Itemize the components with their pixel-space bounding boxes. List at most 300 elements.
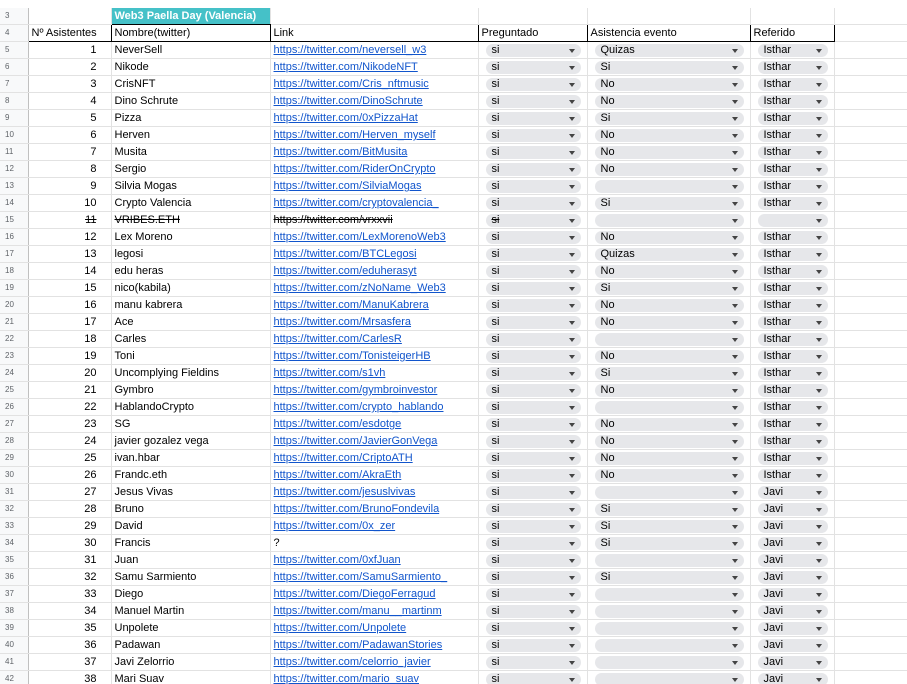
attendee-name-cell[interactable] (111, 127, 270, 144)
attendee-name-cell[interactable] (111, 212, 270, 229)
referred-dropdown[interactable] (758, 146, 828, 159)
attendee-name-cell[interactable] (111, 280, 270, 297)
asked-cell[interactable] (478, 263, 587, 280)
cell[interactable] (270, 8, 478, 25)
asked-dropdown[interactable] (486, 605, 581, 618)
dropdown-arrow-icon[interactable] (816, 168, 822, 172)
dropdown-arrow-icon[interactable] (569, 185, 575, 189)
header-name[interactable]: Nombre(twitter) (111, 25, 270, 42)
asked-dropdown[interactable] (486, 639, 581, 652)
referred-dropdown[interactable] (758, 265, 828, 278)
asked-dropdown[interactable] (486, 214, 581, 227)
twitter-link[interactable]: https://twitter.com/CriptoATH (273, 452, 413, 464)
cell[interactable] (834, 195, 907, 212)
dropdown-arrow-icon[interactable] (569, 440, 575, 444)
twitter-link-cell[interactable] (270, 178, 478, 195)
twitter-link-cell[interactable] (270, 246, 478, 263)
twitter-link-cell[interactable] (270, 331, 478, 348)
dropdown-arrow-icon[interactable] (732, 474, 738, 478)
cell[interactable] (834, 314, 907, 331)
twitter-link[interactable]: https://twitter.com/s1vh (273, 367, 386, 379)
attendee-number-cell[interactable] (28, 144, 111, 161)
twitter-link[interactable]: https://twitter.com/Mrsasfera (273, 316, 412, 328)
twitter-link-cell[interactable] (270, 195, 478, 212)
attendee-number-cell[interactable] (28, 484, 111, 501)
asked-cell[interactable] (478, 229, 587, 246)
cell[interactable] (834, 467, 907, 484)
twitter-link-cell[interactable] (270, 42, 478, 59)
cell[interactable] (834, 518, 907, 535)
referred-cell[interactable] (750, 399, 834, 416)
dropdown-arrow-icon[interactable] (569, 576, 575, 580)
cell[interactable] (834, 535, 907, 552)
referred-dropdown[interactable] (758, 554, 828, 567)
dropdown-arrow-icon[interactable] (569, 287, 575, 291)
dropdown-arrow-icon[interactable] (732, 355, 738, 359)
asked-dropdown[interactable] (486, 248, 581, 261)
attendee-name-cell[interactable] (111, 484, 270, 501)
twitter-link[interactable]: https://twitter.com/JavierGonVega (273, 435, 438, 447)
dropdown-arrow-icon[interactable] (732, 525, 738, 529)
twitter-link-cell[interactable] (270, 518, 478, 535)
attendance-dropdown[interactable] (595, 129, 744, 142)
attendance-dropdown[interactable] (595, 231, 744, 244)
asked-dropdown[interactable] (486, 452, 581, 465)
dropdown-arrow-icon[interactable] (816, 83, 822, 87)
asked-dropdown[interactable] (486, 401, 581, 414)
twitter-link[interactable]: https://twitter.com/neversell_w3 (273, 44, 427, 56)
asked-cell[interactable] (478, 42, 587, 59)
asked-dropdown[interactable] (486, 435, 581, 448)
referred-dropdown[interactable] (758, 588, 828, 601)
attendee-name-cell[interactable] (111, 195, 270, 212)
asked-cell[interactable] (478, 569, 587, 586)
row-number[interactable]: 17 (0, 246, 28, 263)
twitter-link-cell[interactable] (270, 450, 478, 467)
attendee-number-cell[interactable] (28, 552, 111, 569)
twitter-link[interactable]: https://twitter.com/0xfJuan (273, 554, 401, 566)
referred-dropdown[interactable] (758, 503, 828, 516)
twitter-link-cell[interactable] (270, 569, 478, 586)
dropdown-arrow-icon[interactable] (732, 593, 738, 597)
cell[interactable] (834, 552, 907, 569)
dropdown-arrow-icon[interactable] (732, 202, 738, 206)
attendee-number-cell[interactable] (28, 212, 111, 229)
attendee-name-cell[interactable] (111, 59, 270, 76)
dropdown-arrow-icon[interactable] (732, 270, 738, 274)
asked-dropdown[interactable] (486, 588, 581, 601)
row-number[interactable]: 11 (0, 144, 28, 161)
attendance-cell[interactable] (587, 127, 750, 144)
attendee-number-cell[interactable] (28, 42, 111, 59)
cell[interactable] (834, 212, 907, 229)
attendee-number-cell[interactable] (28, 314, 111, 331)
asked-dropdown[interactable] (486, 418, 581, 431)
dropdown-arrow-icon[interactable] (732, 338, 738, 342)
asked-dropdown[interactable] (486, 282, 581, 295)
asked-dropdown[interactable] (486, 129, 581, 142)
dropdown-arrow-icon[interactable] (732, 627, 738, 631)
twitter-link-cell[interactable] (270, 535, 478, 552)
row-number[interactable]: 15 (0, 212, 28, 229)
dropdown-arrow-icon[interactable] (816, 661, 822, 665)
header-num[interactable]: Nº Asistentes (28, 25, 111, 42)
attendance-cell[interactable] (587, 59, 750, 76)
asked-cell[interactable] (478, 552, 587, 569)
attendance-cell[interactable] (587, 263, 750, 280)
referred-cell[interactable] (750, 637, 834, 654)
attendee-name-cell[interactable] (111, 331, 270, 348)
dropdown-arrow-icon[interactable] (816, 593, 822, 597)
attendee-name-cell[interactable] (111, 42, 270, 59)
header-attendance[interactable]: Asistencia evento (587, 25, 750, 42)
dropdown-arrow-icon[interactable] (569, 525, 575, 529)
dropdown-arrow-icon[interactable] (569, 321, 575, 325)
attendance-cell[interactable] (587, 382, 750, 399)
twitter-link[interactable]: https://twitter.com/SilviaMogas (273, 180, 422, 192)
asked-cell[interactable] (478, 654, 587, 671)
row-number[interactable]: 41 (0, 654, 28, 671)
referred-dropdown[interactable] (758, 333, 828, 346)
row-number[interactable]: 27 (0, 416, 28, 433)
dropdown-arrow-icon[interactable] (816, 610, 822, 614)
dropdown-arrow-icon[interactable] (816, 151, 822, 155)
attendance-cell[interactable] (587, 467, 750, 484)
dropdown-arrow-icon[interactable] (816, 185, 822, 189)
asked-dropdown[interactable] (486, 673, 581, 684)
attendee-name-cell[interactable] (111, 637, 270, 654)
dropdown-arrow-icon[interactable] (816, 508, 822, 512)
dropdown-arrow-icon[interactable] (816, 678, 822, 682)
sheet-title[interactable]: Web3 Paella Day (Valencia) (111, 8, 270, 25)
referred-cell[interactable] (750, 467, 834, 484)
attendance-dropdown[interactable] (595, 520, 744, 533)
attendee-name-cell[interactable] (111, 450, 270, 467)
twitter-link[interactable]: https://twitter.com/manu__martinm (273, 605, 442, 617)
twitter-link[interactable]: https://twitter.com/LexMorenoWeb3 (273, 231, 446, 243)
twitter-link-cell[interactable] (270, 348, 478, 365)
dropdown-arrow-icon[interactable] (569, 559, 575, 563)
attendance-cell[interactable] (587, 110, 750, 127)
asked-dropdown[interactable] (486, 571, 581, 584)
asked-dropdown[interactable] (486, 265, 581, 278)
attendance-cell[interactable] (587, 501, 750, 518)
dropdown-arrow-icon[interactable] (732, 168, 738, 172)
attendance-cell[interactable] (587, 433, 750, 450)
twitter-link[interactable]: https://twitter.com/vrxxvii (273, 214, 393, 226)
row-number[interactable]: 16 (0, 229, 28, 246)
attendee-number-cell[interactable] (28, 399, 111, 416)
cell[interactable] (834, 450, 907, 467)
dropdown-arrow-icon[interactable] (732, 559, 738, 563)
cell[interactable] (478, 8, 587, 25)
asked-cell[interactable] (478, 586, 587, 603)
cell[interactable] (834, 365, 907, 382)
dropdown-arrow-icon[interactable] (816, 287, 822, 291)
dropdown-arrow-icon[interactable] (732, 644, 738, 648)
attendee-number-cell[interactable] (28, 246, 111, 263)
twitter-link[interactable]: https://twitter.com/BitMusita (273, 146, 408, 158)
cell[interactable] (834, 331, 907, 348)
dropdown-arrow-icon[interactable] (732, 491, 738, 495)
asked-cell[interactable] (478, 365, 587, 382)
attendance-cell[interactable] (587, 654, 750, 671)
dropdown-arrow-icon[interactable] (732, 219, 738, 223)
twitter-link-cell[interactable] (270, 59, 478, 76)
cell[interactable] (834, 178, 907, 195)
attendance-dropdown[interactable] (595, 435, 744, 448)
attendee-name-cell[interactable] (111, 569, 270, 586)
asked-cell[interactable] (478, 399, 587, 416)
dropdown-arrow-icon[interactable] (569, 49, 575, 53)
attendee-name-cell[interactable] (111, 433, 270, 450)
attendance-dropdown[interactable] (595, 44, 744, 57)
dropdown-arrow-icon[interactable] (816, 49, 822, 53)
attendance-dropdown[interactable] (595, 622, 744, 635)
twitter-link[interactable]: https://twitter.com/crypto_hablando (273, 401, 444, 413)
row-number[interactable]: 40 (0, 637, 28, 654)
dropdown-arrow-icon[interactable] (569, 372, 575, 376)
row-number[interactable]: 6 (0, 59, 28, 76)
attendee-number-cell[interactable] (28, 127, 111, 144)
attendee-number-cell[interactable] (28, 620, 111, 637)
twitter-link[interactable]: https://twitter.com/AkraEth (273, 469, 402, 481)
row-number[interactable]: 39 (0, 620, 28, 637)
referred-cell[interactable] (750, 263, 834, 280)
dropdown-arrow-icon[interactable] (732, 542, 738, 546)
cell[interactable] (834, 399, 907, 416)
referred-cell[interactable] (750, 314, 834, 331)
dropdown-arrow-icon[interactable] (816, 627, 822, 631)
attendee-name-cell[interactable] (111, 518, 270, 535)
dropdown-arrow-icon[interactable] (816, 406, 822, 410)
twitter-link-cell[interactable] (270, 110, 478, 127)
dropdown-arrow-icon[interactable] (569, 423, 575, 427)
referred-cell[interactable] (750, 416, 834, 433)
dropdown-arrow-icon[interactable] (569, 338, 575, 342)
attendance-cell[interactable] (587, 399, 750, 416)
attendee-number-cell[interactable] (28, 416, 111, 433)
dropdown-arrow-icon[interactable] (569, 610, 575, 614)
asked-cell[interactable] (478, 450, 587, 467)
asked-cell[interactable] (478, 467, 587, 484)
attendee-number-cell[interactable] (28, 280, 111, 297)
attendance-cell[interactable] (587, 280, 750, 297)
attendee-name-cell[interactable] (111, 365, 270, 382)
attendance-dropdown[interactable] (595, 350, 744, 363)
dropdown-arrow-icon[interactable] (816, 202, 822, 206)
asked-cell[interactable] (478, 297, 587, 314)
cell[interactable] (834, 42, 907, 59)
dropdown-arrow-icon[interactable] (732, 287, 738, 291)
cell[interactable] (834, 59, 907, 76)
attendance-cell[interactable] (587, 484, 750, 501)
attendee-name-cell[interactable] (111, 416, 270, 433)
twitter-link-cell[interactable] (270, 161, 478, 178)
asked-cell[interactable] (478, 161, 587, 178)
attendance-cell[interactable] (587, 297, 750, 314)
cell[interactable] (834, 263, 907, 280)
attendee-number-cell[interactable] (28, 76, 111, 93)
attendee-number-cell[interactable] (28, 501, 111, 518)
attendance-dropdown[interactable] (595, 333, 744, 346)
cell[interactable] (834, 671, 907, 684)
attendance-cell[interactable] (587, 314, 750, 331)
attendance-dropdown[interactable] (595, 503, 744, 516)
attendee-name-cell[interactable] (111, 654, 270, 671)
attendance-dropdown[interactable] (595, 163, 744, 176)
asked-dropdown[interactable] (486, 95, 581, 108)
dropdown-arrow-icon[interactable] (816, 372, 822, 376)
referred-dropdown[interactable] (758, 435, 828, 448)
twitter-link-cell[interactable] (270, 382, 478, 399)
asked-cell[interactable] (478, 314, 587, 331)
attendance-dropdown[interactable] (595, 299, 744, 312)
referred-cell[interactable] (750, 161, 834, 178)
referred-cell[interactable] (750, 450, 834, 467)
twitter-link[interactable]: https://twitter.com/DinoSchrute (273, 95, 423, 107)
asked-dropdown[interactable] (486, 112, 581, 125)
twitter-link[interactable]: https://twitter.com/PadawanStories (273, 639, 443, 651)
twitter-link[interactable]: https://twitter.com/BrunoFondevila (273, 503, 440, 515)
attendance-cell[interactable] (587, 212, 750, 229)
attendee-number-cell[interactable] (28, 59, 111, 76)
header-referred[interactable]: Referido (750, 25, 834, 42)
asked-cell[interactable] (478, 331, 587, 348)
dropdown-arrow-icon[interactable] (732, 253, 738, 257)
cell[interactable] (834, 484, 907, 501)
referred-dropdown[interactable] (758, 350, 828, 363)
attendee-name-cell[interactable] (111, 467, 270, 484)
cell[interactable] (834, 127, 907, 144)
attendee-name-cell[interactable] (111, 535, 270, 552)
twitter-link-cell[interactable] (270, 212, 478, 229)
twitter-link-cell[interactable] (270, 297, 478, 314)
twitter-link-cell[interactable] (270, 76, 478, 93)
attendee-name-cell[interactable] (111, 382, 270, 399)
dropdown-arrow-icon[interactable] (569, 593, 575, 597)
attendee-number-cell[interactable] (28, 348, 111, 365)
twitter-link-cell[interactable] (270, 586, 478, 603)
asked-cell[interactable] (478, 348, 587, 365)
referred-cell[interactable] (750, 246, 834, 263)
asked-dropdown[interactable] (486, 537, 581, 550)
cell[interactable] (834, 8, 907, 25)
asked-dropdown[interactable] (486, 469, 581, 482)
dropdown-arrow-icon[interactable] (816, 134, 822, 138)
attendance-dropdown[interactable] (595, 265, 744, 278)
attendee-number-cell[interactable] (28, 331, 111, 348)
referred-cell[interactable] (750, 127, 834, 144)
twitter-link-cell[interactable] (270, 620, 478, 637)
referred-cell[interactable] (750, 331, 834, 348)
row-number[interactable]: 20 (0, 297, 28, 314)
dropdown-arrow-icon[interactable] (816, 304, 822, 308)
referred-dropdown[interactable] (758, 571, 828, 584)
referred-cell[interactable] (750, 195, 834, 212)
referred-cell[interactable] (750, 212, 834, 229)
dropdown-arrow-icon[interactable] (569, 355, 575, 359)
referred-cell[interactable] (750, 671, 834, 684)
attendee-name-cell[interactable] (111, 552, 270, 569)
asked-dropdown[interactable] (486, 163, 581, 176)
dropdown-arrow-icon[interactable] (569, 202, 575, 206)
attendance-cell[interactable] (587, 552, 750, 569)
twitter-link-cell[interactable] (270, 280, 478, 297)
asked-cell[interactable] (478, 280, 587, 297)
referred-cell[interactable] (750, 620, 834, 637)
attendee-name-cell[interactable] (111, 229, 270, 246)
attendance-dropdown[interactable] (595, 367, 744, 380)
attendee-number-cell[interactable] (28, 365, 111, 382)
dropdown-arrow-icon[interactable] (816, 423, 822, 427)
referred-cell[interactable] (750, 76, 834, 93)
referred-dropdown[interactable] (758, 231, 828, 244)
dropdown-arrow-icon[interactable] (732, 236, 738, 240)
asked-cell[interactable] (478, 195, 587, 212)
cell[interactable] (834, 620, 907, 637)
attendance-cell[interactable] (587, 93, 750, 110)
row-number[interactable]: 14 (0, 195, 28, 212)
asked-cell[interactable] (478, 76, 587, 93)
dropdown-arrow-icon[interactable] (732, 372, 738, 376)
dropdown-arrow-icon[interactable] (569, 644, 575, 648)
row-number[interactable]: 38 (0, 603, 28, 620)
twitter-link-cell[interactable] (270, 671, 478, 684)
asked-cell[interactable] (478, 59, 587, 76)
row-number[interactable]: 25 (0, 382, 28, 399)
attendance-dropdown[interactable] (595, 588, 744, 601)
referred-dropdown[interactable] (758, 401, 828, 414)
attendance-cell[interactable] (587, 178, 750, 195)
twitter-link[interactable]: https://twitter.com/eduherasyt (273, 265, 417, 277)
row-number[interactable]: 33 (0, 518, 28, 535)
attendee-name-cell[interactable] (111, 76, 270, 93)
attendee-name-cell[interactable] (111, 178, 270, 195)
asked-dropdown[interactable] (486, 554, 581, 567)
dropdown-arrow-icon[interactable] (569, 83, 575, 87)
attendee-name-cell[interactable] (111, 603, 270, 620)
cell[interactable] (834, 280, 907, 297)
referred-cell[interactable] (750, 365, 834, 382)
asked-cell[interactable] (478, 501, 587, 518)
attendance-dropdown[interactable] (595, 571, 744, 584)
dropdown-arrow-icon[interactable] (569, 627, 575, 631)
twitter-link[interactable]: https://twitter.com/NikodeNFT (273, 61, 418, 73)
cell[interactable] (834, 416, 907, 433)
asked-dropdown[interactable] (486, 384, 581, 397)
referred-dropdown[interactable] (758, 180, 828, 193)
attendance-dropdown[interactable] (595, 282, 744, 295)
attendance-dropdown[interactable] (595, 554, 744, 567)
referred-dropdown[interactable] (758, 605, 828, 618)
attendance-dropdown[interactable] (595, 639, 744, 652)
attendance-cell[interactable] (587, 620, 750, 637)
twitter-link-cell[interactable] (270, 552, 478, 569)
attendance-dropdown[interactable] (595, 146, 744, 159)
row-number[interactable]: 37 (0, 586, 28, 603)
dropdown-arrow-icon[interactable] (569, 100, 575, 104)
attendee-number-cell[interactable] (28, 654, 111, 671)
twitter-link[interactable]: https://twitter.com/0x_zer (273, 520, 396, 532)
referred-cell[interactable] (750, 110, 834, 127)
attendance-dropdown[interactable] (595, 418, 744, 431)
twitter-link[interactable]: https://twitter.com/Cris_nftmusic (273, 78, 429, 90)
cell[interactable] (834, 297, 907, 314)
twitter-link-cell[interactable] (270, 484, 478, 501)
attendee-number-cell[interactable] (28, 433, 111, 450)
row-number[interactable]: 5 (0, 42, 28, 59)
